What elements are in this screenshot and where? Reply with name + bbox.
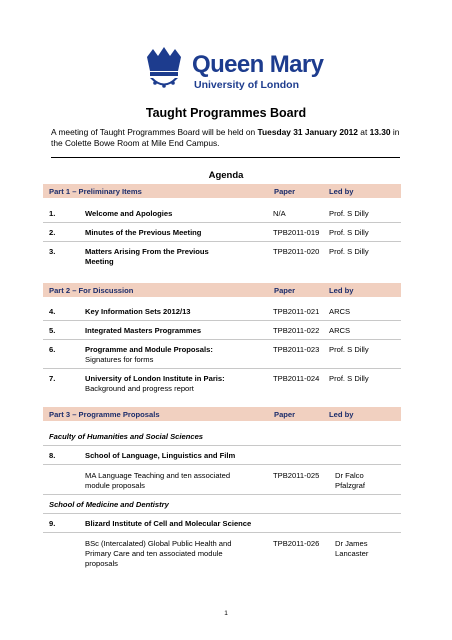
row-divider: [43, 339, 401, 340]
row-divider: [43, 494, 401, 495]
section-title: Part 3 – Programme Proposals: [49, 410, 160, 419]
section-title: Part 1 – Preliminary Items: [49, 187, 142, 196]
section-title: Part 2 – For Discussion: [49, 286, 134, 295]
row-divider: [43, 532, 401, 533]
row-divider: [43, 320, 401, 321]
item-paper: N/A: [273, 209, 286, 218]
item-number: 6.: [49, 345, 56, 354]
item-number: 8.: [49, 451, 56, 460]
item-led-by: Dr Falco: [335, 471, 364, 480]
item-title: Minutes of the Previous Meeting: [85, 228, 202, 237]
item-paper: TPB2011-024: [273, 374, 320, 383]
item-led-by-continued: Lancaster: [335, 549, 369, 558]
intro-text-2: at: [357, 127, 370, 137]
meeting-time: 13.30: [369, 127, 391, 137]
item-led-by: Prof. S Dilly: [329, 374, 369, 383]
section-header-part-3: [43, 407, 401, 421]
school-title: School of Language, Linguistics and Film: [85, 451, 236, 460]
item-number: 7.: [49, 374, 56, 383]
item-paper: TPB2011-020: [273, 247, 320, 256]
item-title: Welcome and Apologies: [85, 209, 173, 218]
proposal-text-continued: module proposals: [85, 481, 145, 490]
led-by-column-label: Led by: [329, 286, 354, 295]
meeting-date: Tuesday 31 January 2012: [257, 127, 358, 137]
school-title: Blizard Institute of Cell and Molecular Science: [85, 519, 252, 528]
item-number: 1.: [49, 209, 56, 218]
item-paper: TPB2011-026: [273, 539, 320, 548]
item-number: 3.: [49, 247, 56, 256]
paper-column-label: Paper: [274, 410, 296, 419]
item-subtitle: Signatures for forms: [85, 355, 154, 364]
item-led-by-continued: Pfalzgraf: [335, 481, 365, 490]
item-led-by: Prof. S Dilly: [329, 209, 369, 218]
item-led-by: Dr James: [335, 539, 368, 548]
faculty-heading: Faculty of Humanities and Social Sciences: [49, 432, 204, 441]
meeting-intro: [51, 127, 403, 148]
item-title: Programme and Module Proposals:: [85, 345, 213, 354]
row-divider: [43, 241, 401, 242]
crown-icon: [147, 47, 181, 88]
item-number: 5.: [49, 326, 56, 335]
proposal-text-continued: Primary Care and ten associated module: [85, 549, 223, 558]
led-by-column-label: Led by: [329, 410, 354, 419]
item-paper: TPB2011-023: [273, 345, 320, 354]
row-divider: [43, 464, 401, 465]
row-divider: [43, 445, 401, 446]
item-title: Key Information Sets 2012/13: [85, 307, 191, 316]
intro-text-3: in the Colette Bowe Room at Mile End Campus.: [51, 127, 400, 148]
led-by-column-label: Led by: [329, 187, 354, 196]
logo-subtitle: University of London: [194, 79, 299, 91]
proposal-text: BSc (Intercalated) Global Public Health and: [85, 539, 232, 548]
item-title: University of London Institute in Paris:: [85, 374, 225, 383]
item-led-by: Prof. S Dilly: [329, 345, 369, 354]
section-header-part-1: [43, 184, 401, 198]
item-number: 2.: [49, 228, 56, 237]
row-divider: [43, 368, 401, 369]
item-led-by: ARCS: [329, 326, 351, 335]
item-number: 9.: [49, 519, 56, 528]
intro-text-1: A meeting of Taught Programmes Board will be held on: [51, 127, 258, 137]
divider-rule: [51, 157, 400, 158]
item-title-continued: Meeting: [85, 257, 114, 266]
item-title: Matters Arising From the Previous: [85, 247, 209, 256]
item-led-by: Prof. S Dilly: [329, 228, 369, 237]
paper-column-label: Paper: [274, 187, 296, 196]
proposal-text: MA Language Teaching and ten associated: [85, 471, 231, 480]
section-header-part-2: [43, 283, 401, 297]
logo-wordmark: Queen Mary: [192, 51, 324, 78]
item-led-by: Prof. S Dilly: [329, 247, 369, 256]
proposal-text-continued: proposals: [85, 559, 118, 568]
row-divider: [43, 222, 401, 223]
faculty-heading: School of Medicine and Dentistry: [49, 500, 169, 509]
item-subtitle: Background and progress report: [85, 384, 194, 393]
item-paper: TPB2011-019: [273, 228, 320, 237]
page-number: 1: [224, 610, 228, 617]
item-paper: TPB2011-022: [273, 326, 320, 335]
agenda-heading: Agenda: [208, 170, 244, 181]
page-title: Taught Programmes Board: [145, 106, 307, 120]
item-led-by: ARCS: [329, 307, 351, 316]
row-divider: [43, 513, 401, 514]
paper-column-label: Paper: [274, 286, 296, 295]
item-number: 4.: [49, 307, 56, 316]
item-paper: TPB2011-025: [273, 471, 320, 480]
item-paper: TPB2011-021: [273, 307, 320, 316]
item-title: Integrated Masters Programmes: [85, 326, 202, 335]
